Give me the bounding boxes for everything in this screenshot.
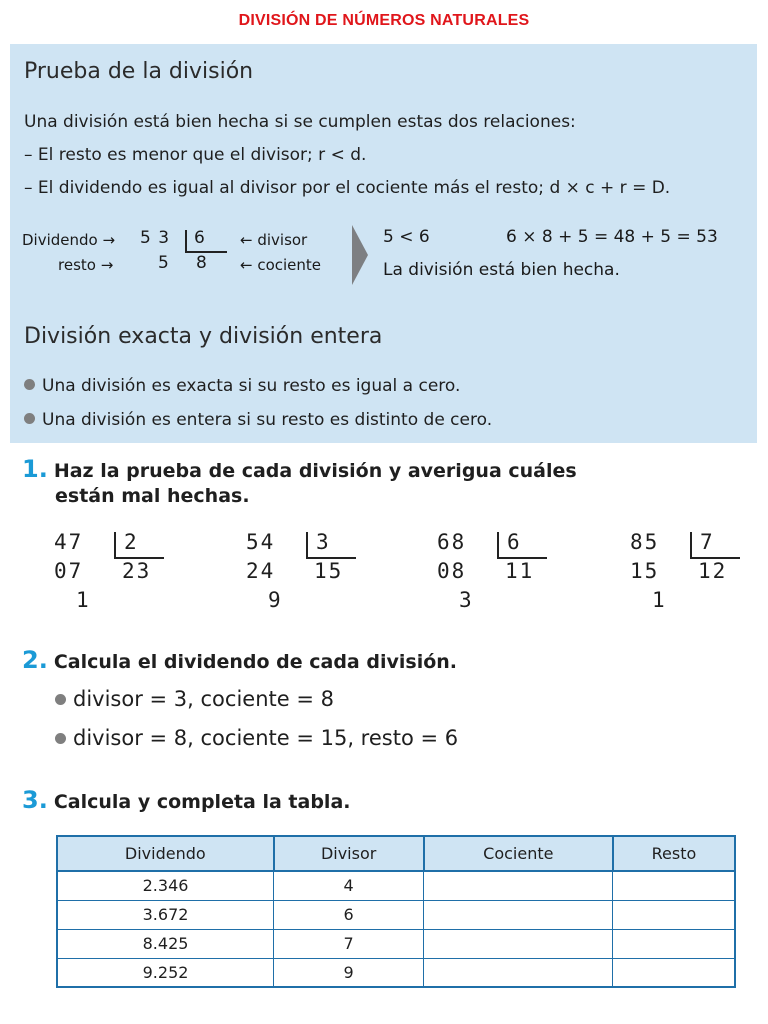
table-row bbox=[57, 900, 735, 929]
example-remainder: 5 bbox=[158, 253, 169, 273]
table-row bbox=[57, 871, 735, 900]
bullet-entera: Una división es entera si su resto es distinto de cero. bbox=[24, 410, 492, 430]
cell-dividendo: 8.425 bbox=[57, 929, 274, 958]
section-title-prueba: Prueba de la división bbox=[24, 59, 254, 84]
division-problem: 68 6 08 11 3 bbox=[437, 530, 567, 616]
label-resto: resto → bbox=[58, 256, 114, 274]
cell-cociente[interactable] bbox=[424, 929, 613, 958]
division-bar-vertical bbox=[185, 230, 187, 252]
division-problem: 85 7 15 12 1 bbox=[630, 530, 760, 616]
table-header-row bbox=[57, 836, 735, 871]
example-dividend: 5 3 bbox=[140, 228, 171, 248]
check-remainder: 5 < 6 bbox=[383, 227, 430, 247]
cell-resto[interactable] bbox=[613, 929, 735, 958]
cell-divisor: 4 bbox=[274, 871, 424, 900]
exercise-1-header-cont: están mal hechas. bbox=[55, 485, 250, 507]
exercise-number: 3. bbox=[22, 786, 48, 814]
section-title-exacta: División exacta y división entera bbox=[24, 324, 383, 349]
theory-line-3: – El dividendo es igual al divisor por el cociente más el resto; d × c + r = D. bbox=[24, 178, 671, 198]
division-problem: 47 2 07 23 1 bbox=[54, 530, 184, 616]
page-title: DIVISIÓN DE NÚMEROS NATURALES bbox=[238, 12, 530, 29]
exercise-3-header: 3. Calcula y completa la tabla. bbox=[22, 786, 351, 814]
cell-divisor: 6 bbox=[274, 900, 424, 929]
cell-resto[interactable] bbox=[613, 900, 735, 929]
arrow-right-icon bbox=[352, 225, 368, 285]
label-divisor: ← divisor bbox=[240, 231, 308, 249]
theory-box bbox=[10, 44, 757, 443]
exercise-number: 2. bbox=[22, 646, 48, 674]
exercise-2-header: 2. Calcula el dividendo de cada división. bbox=[22, 646, 458, 674]
bullet-icon bbox=[24, 379, 35, 390]
label-dividendo: Dividendo → bbox=[22, 231, 116, 249]
division-problem: 54 3 24 15 9 bbox=[246, 530, 376, 616]
theory-line-1: Una división está bien hecha si se cumplen estas dos relaciones: bbox=[24, 112, 576, 132]
bullet-exacta: Una división es exacta si su resto es igual a cero. bbox=[24, 376, 460, 396]
bullet-icon bbox=[24, 413, 35, 424]
cell-resto[interactable] bbox=[613, 958, 735, 987]
division-example bbox=[22, 227, 752, 287]
cell-cociente[interactable] bbox=[424, 958, 613, 987]
exercise-number: 1. bbox=[22, 455, 48, 483]
label-cociente: ← cociente bbox=[240, 256, 322, 274]
cell-dividendo: 3.672 bbox=[57, 900, 274, 929]
table-row bbox=[57, 929, 735, 958]
theory-line-2: – El resto es menor que el divisor; r < d. bbox=[24, 145, 367, 165]
bullet-icon bbox=[55, 733, 66, 744]
table-row bbox=[57, 958, 735, 987]
cell-resto[interactable] bbox=[613, 871, 735, 900]
cell-dividendo: 2.346 bbox=[57, 871, 274, 900]
exercise-2-item: divisor = 8, cociente = 15, resto = 6 bbox=[55, 726, 458, 750]
cell-divisor: 7 bbox=[274, 929, 424, 958]
column-header-cociente: Cociente bbox=[424, 836, 613, 871]
exercise-2-item: divisor = 3, cociente = 8 bbox=[55, 687, 334, 711]
check-equation: 6 × 8 + 5 = 48 + 5 = 53 bbox=[506, 227, 718, 247]
cell-divisor: 9 bbox=[274, 958, 424, 987]
column-header-resto: Resto bbox=[613, 836, 735, 871]
example-divisor: 6 bbox=[194, 228, 205, 248]
column-header-divisor: Divisor bbox=[274, 836, 424, 871]
column-header-dividendo: Dividendo bbox=[57, 836, 274, 871]
cell-cociente[interactable] bbox=[424, 900, 613, 929]
bullet-icon bbox=[55, 694, 66, 705]
check-conclusion: La división está bien hecha. bbox=[383, 260, 620, 280]
exercise-1-header: 1. Haz la prueba de cada división y averigua cuáles bbox=[22, 455, 577, 483]
data-table bbox=[56, 835, 736, 988]
example-quotient: 8 bbox=[196, 253, 207, 273]
cell-dividendo: 9.252 bbox=[57, 958, 274, 987]
cell-cociente[interactable] bbox=[424, 871, 613, 900]
